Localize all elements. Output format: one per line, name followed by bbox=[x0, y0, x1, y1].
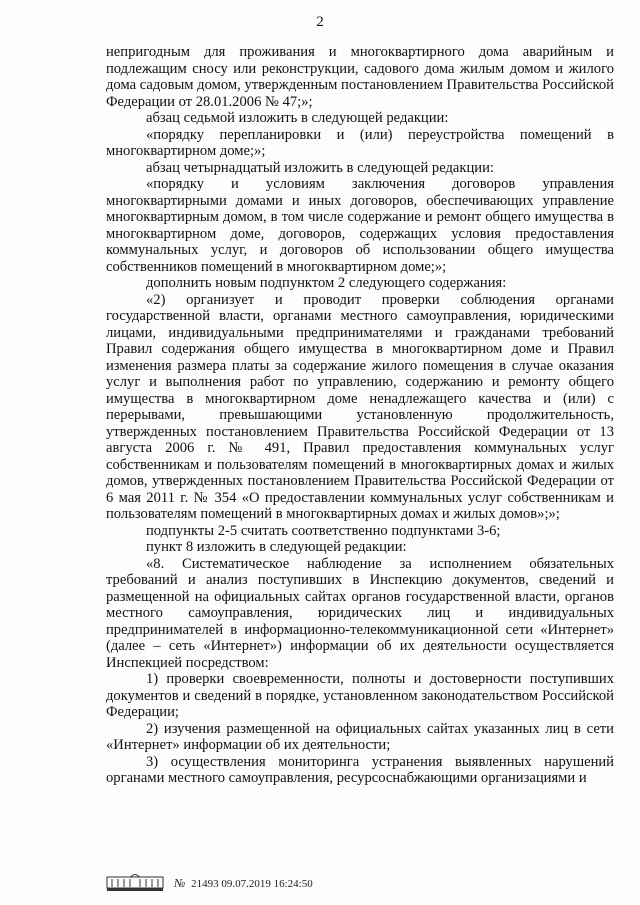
registration-footer bbox=[106, 872, 313, 894]
paragraph: абзац четырнадцатый изложить в следующей редакции: bbox=[146, 159, 494, 176]
paragraph: абзац седьмой изложить в следующей редакции: bbox=[146, 110, 449, 126]
paragraph: 1) проверки своевременности, полноты и достоверности поступивших документов и сведений в порядке, установленном законодательством Российской Федерации; bbox=[106, 671, 614, 720]
paragraph: «порядку и условиям заключения договоров управления многоквартирными домами и иных договоров, обеспечивающих управление многоквартирным домом, в том числе содержание и ремонт общего имущества в многоквартирном доме, договоров, содержащих условия предоставления коммунальных услуг, и договоров об использовании общего имущества собственников помещений в многоквартирном доме;»; bbox=[106, 176, 614, 275]
paragraph: пункт 8 изложить в следующей редакции: bbox=[146, 539, 407, 555]
paragraph: «8. Систематическое наблюдение за исполнением обязательных требований и анализ поступивших в Инспекцию документов, сведений и размещенной на официальных сайтах органов государственной власти, органов местного самоуправления, юридических лиц и индивидуальных предпринимателей в информационно-телекоммуникационной сети «Интернет» (далее – сеть «Интернет») информации об их деятельности осуществляется Инспекцией посредством: bbox=[106, 555, 614, 671]
paragraph: 3) осуществления мониторинга устранения выявленных нарушений органами местного самоуправления, ресурсоснабжающими организациями и bbox=[106, 753, 614, 786]
registration-mark: № bbox=[174, 875, 186, 890]
registration-number-timestamp: 21493 09.07.2019 16:24:50 bbox=[191, 877, 313, 890]
paragraph: дополнить новым подпунктом 2 следующего содержания: bbox=[146, 275, 507, 291]
document-body bbox=[106, 44, 614, 787]
paragraph: «2) организует и проводит проверки соблюдения органами государственной власти, органами местного самоуправления, юридическими лицами, индивидуальными предпринимателями и гражданами требований Правил содержания общего имущества в многоквартирном доме и Правил изменения размера платы за содержание жилого помещения в случае оказания услуг и выполнения работ по управлению, содержанию и ремонту общего имущества в многоквартирном доме ненадлежащего качества и (или) с перерывами, превышающими установленную продолжительность, утвержденных постановлением Правительства Российской Федерации от 13 августа 2006 г. № 491, Правил предоставления коммунальных услуг собственникам и пользователям помещений в многоквартирных домах и жилых домов, утвержденных постановлением Правительства Российской Федерации от 6 мая 2011 г. № 354 «О предоставлении коммунальных услуг собственникам и пользователям помещений в многоквартирных домах и жилых домов»;»; bbox=[106, 291, 614, 522]
page-number: 2 bbox=[316, 14, 324, 30]
paragraph: подпункты 2-5 считать соответственно подпунктами 3-6; bbox=[146, 522, 501, 539]
paragraph: 2) изучения размещенной на официальных сайтах указанных лиц в сети «Интернет» информации об их деятельности; bbox=[106, 720, 614, 753]
paragraph: непригодным для проживания и многоквартирного дома аварийным и подлежащим сносу или реконструкции, садового дома жилым домом и жилого дома садовым домом, утвержденным постановлением Правительства Российской Федерации от 28.01.2006 № 47;»; bbox=[106, 44, 614, 110]
paragraph: «порядку перепланировки и (или) переустройства помещений в многоквартирном доме;»; bbox=[106, 126, 614, 159]
archive-building-stamp-icon bbox=[106, 874, 164, 892]
